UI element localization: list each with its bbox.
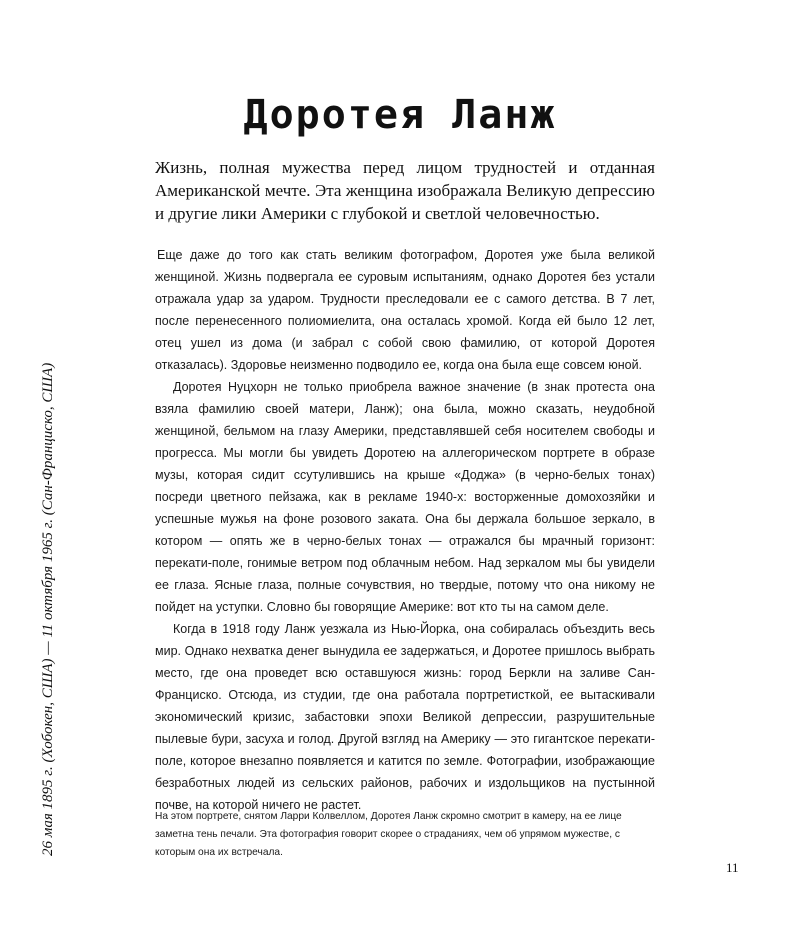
article-body xyxy=(155,244,655,816)
page-number: 11 xyxy=(726,860,739,875)
body-paragraph-1: Еще даже до того как стать великим фотографом, Доротея уже была великой женщиной. Жизнь подвергала ее суровым испытаниям, однако Доротея без устали отражала удар за ударом. Трудности преследовали ее с самого детства. В 7 лет, после перенесенного полиомиелита, она осталась хромой. Когда ей было 12 лет, отец ушел из дома (и забрал с собой свою фамилию, от которой Доротея отказалась). Здоровье неизменно подводило ее, когда она была еще совсем юной. xyxy=(155,248,655,372)
life-dates: 26 мая 1895 г. (Хобокен, США) — 11 октября 1965 г. (Сан-Франциско, США) xyxy=(40,362,56,856)
lead-paragraph: Жизнь, полная мужества перед лицом трудностей и отданная Американской мечте. Эта женщина изображала Великую депрессию и другие лики Америки с глубокой и светлой человечностью. xyxy=(155,158,655,223)
body-paragraph-3: Когда в 1918 году Ланж уезжала из Нью-Йорка, она собиралась объездить весь мир. Однако нехватка денег вынудила ее задержаться, и Доротее пришлось выбрать место, где она проведет всю оставшуюся жизнь: город Беркли на заливе Сан-Франциско. Отсюда, из студии, где она работала портретисткой, ее вытаскивали экономический кризис, забастовки эпохи Великой депрессии, разрушительные пылевые бури, засуха и голод. Другой взгляд на Америку — это гигантское перекати-поле, которое внезапно появляется и катится по земле. Фотографии, изображающие безработных людей из сельских районов, рабочих и издольщиков на пустынной почве, на которой ничего не растет. xyxy=(155,622,655,812)
photo-caption: На этом портрете, снятом Ларри Колвеллом, Доротея Ланж скромно смотрит в камеру, на ее лице заметна тень печали. Эта фотография говорит скорее о страданиях, чем об упрямом мужестве, с которым она их встречала. xyxy=(155,811,622,858)
page-title: Доротея Ланж xyxy=(243,92,557,138)
body-paragraph-2: Доротея Нуцхорн не только приобрела важное значение (в знак протеста она взяла фамилию своей матери, Ланж); она была, можно сказать, неудобной женщиной, бельмом на глазу Америки, представлявшей себя носителем свободы и прогресса. Мы могли бы увидеть Доротею на аллегорическом портрете в образе музы, которая сидит ссутулившись на крыше «Доджа» (в черно-белых тонах) посреди цветного пейзажа, как в рекламе 1940-х: восторженные домохозяйки и успешные мужья на фоне розового заката. Она бы держала большое зеркало, в котором — опять же в черно-белых тонах — отражался бы мрачный горизонт: перекати-поле, гонимые ветром под облачным небом. Над зеркалом мы бы увидели ее глаза. Ясные глаза, полные сочувствия, но твердые, потому что она никому не пойдет на уступки. Словно бы говорящие Америке: вот кто ты на самом деле. xyxy=(155,380,655,614)
